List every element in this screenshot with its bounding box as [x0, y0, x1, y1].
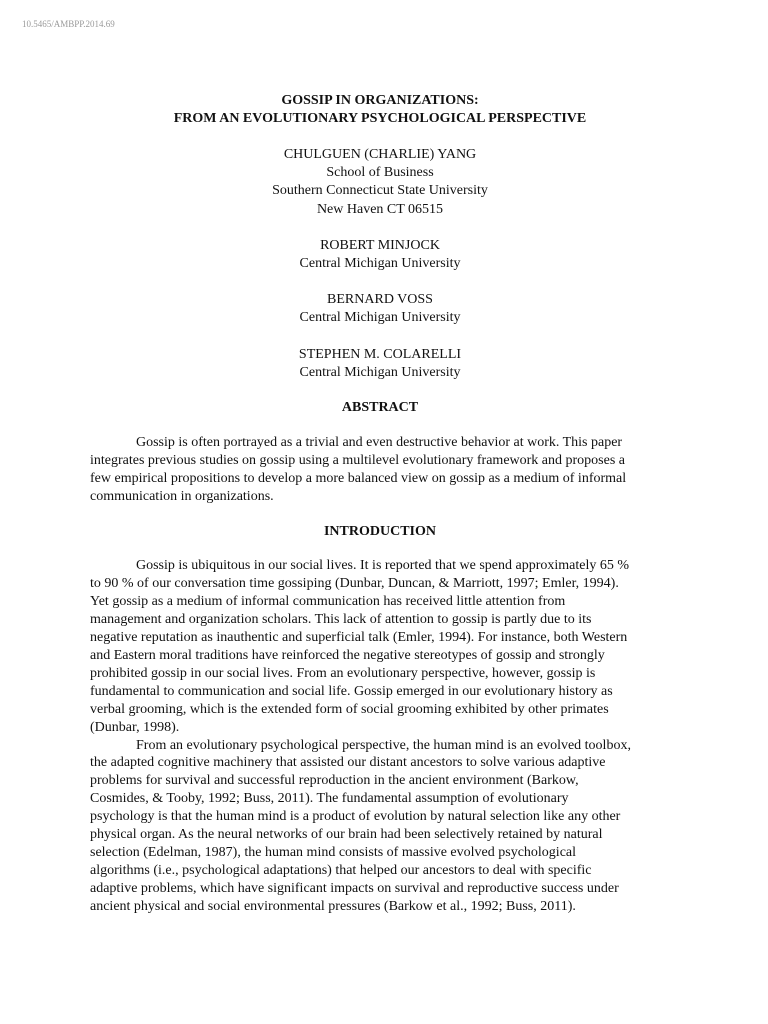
- intro-line: to 90 % of our conversation time gossiping (Dunbar, Duncan, & Marriott, 1997; Emler, 1994).: [90, 576, 619, 592]
- doi-label: 10.5465/AMBPP.2014.69: [22, 19, 115, 29]
- intro-line: fundamental to communication and social life. Gossip emerged in our evolutionary history as: [90, 683, 613, 699]
- author-affiliation: New Haven CT 06515: [316, 201, 444, 217]
- introduction-paragraph-2: [90, 737, 670, 916]
- intro-line: verbal grooming, which is the extended form of social grooming exhibited by other primates: [90, 701, 609, 717]
- intro-line: (Dunbar, 1998).: [90, 719, 180, 735]
- intro-line: management and organization scholars. This lack of attention to gossip is partly due to its: [90, 612, 592, 628]
- intro-line: and Eastern moral traditions have reinforced the negative stereotypes of gossip and strongly: [90, 648, 605, 663]
- author-affiliation: Central Michigan University: [299, 310, 461, 326]
- author-yang: [90, 146, 670, 219]
- title-block: [90, 92, 670, 128]
- author-affiliation: Central Michigan University: [299, 256, 461, 272]
- intro-line: prohibited gossip in our social lives. From an evolutionary perspective, however, gossip is: [90, 665, 596, 681]
- intro-line: Yet gossip as a medium of informal communication has received little attention from: [90, 594, 566, 610]
- introduction-paragraph-1: [90, 557, 670, 736]
- author-name: STEPHEN M. COLARELLI: [298, 346, 462, 362]
- abstract-paragraph: [90, 434, 670, 506]
- abstract-line: few empirical propositions to develop a more balanced view on gossip as a medium of informal: [90, 470, 627, 486]
- author-affiliation: Central Michigan University: [299, 364, 461, 380]
- author-colarelli: [90, 346, 670, 382]
- abstract-heading: ABSTRACT: [341, 400, 419, 416]
- intro-line: selection (Edelman, 1987), the human mind consists of massive evolved psychological: [90, 844, 577, 860]
- introduction-heading: INTRODUCTION: [323, 523, 436, 539]
- intro-line: ancient physical and social environmental pressures (Barkow et al., 1992; Buss, 2011).: [90, 898, 576, 914]
- title-line-1: GOSSIP IN ORGANIZATIONS:: [281, 93, 479, 108]
- intro-line: the adapted cognitive machinery that assisted our distant ancestors to solve various adaptive: [90, 755, 606, 771]
- author-name: BERNARD VOSS: [327, 292, 433, 308]
- intro-line: psychology is that the human mind is a product of evolution by natural selection like any other: [90, 809, 621, 825]
- author-name: CHULGUEN (CHARLIE) YANG: [283, 147, 477, 162]
- author-voss: [90, 291, 670, 327]
- intro-line: physical organ. As the neural networks of our brain had been selectively retained by natural: [90, 827, 603, 843]
- intro-line: adaptive problems, which have significant impacts on survival and reproductive success under: [90, 880, 619, 896]
- author-affiliation: Southern Connecticut State University: [272, 183, 488, 199]
- author-affiliation: School of Business: [326, 165, 434, 181]
- author-minjock: [90, 237, 670, 273]
- intro-line: Gossip is ubiquitous in our social lives. It is reported that we spend approximately 65 %: [136, 558, 630, 574]
- author-name: ROBERT MINJOCK: [320, 237, 440, 253]
- intro-line: From an evolutionary psychological perspective, the human mind is an evolved toolbox,: [136, 737, 631, 753]
- intro-line: algorithms (i.e., psychological adaptations) that helped our ancestors to deal with specific: [90, 862, 592, 878]
- abstract-line: integrates previous studies on gossip using a multilevel evolutionary framework and proposes a: [90, 452, 626, 468]
- intro-line: problems for survival and successful reproduction in the ancient environment (Barkow,: [90, 773, 579, 789]
- title-line-2: FROM AN EVOLUTIONARY PSYCHOLOGICAL PERSPECTIVE: [173, 111, 587, 126]
- intro-line: negative reputation as inauthentic and superficial talk (Emler, 1994). For instance, both Western: [90, 630, 628, 646]
- intro-line: Cosmides, & Tooby, 1992; Buss, 2011). The fundamental assumption of evolutionary: [90, 791, 569, 807]
- abstract-line: Gossip is often portrayed as a trivial and even destructive behavior at work. This paper: [136, 434, 623, 450]
- paper-page: [90, 92, 670, 916]
- abstract-line: communication in organizations.: [90, 488, 274, 504]
